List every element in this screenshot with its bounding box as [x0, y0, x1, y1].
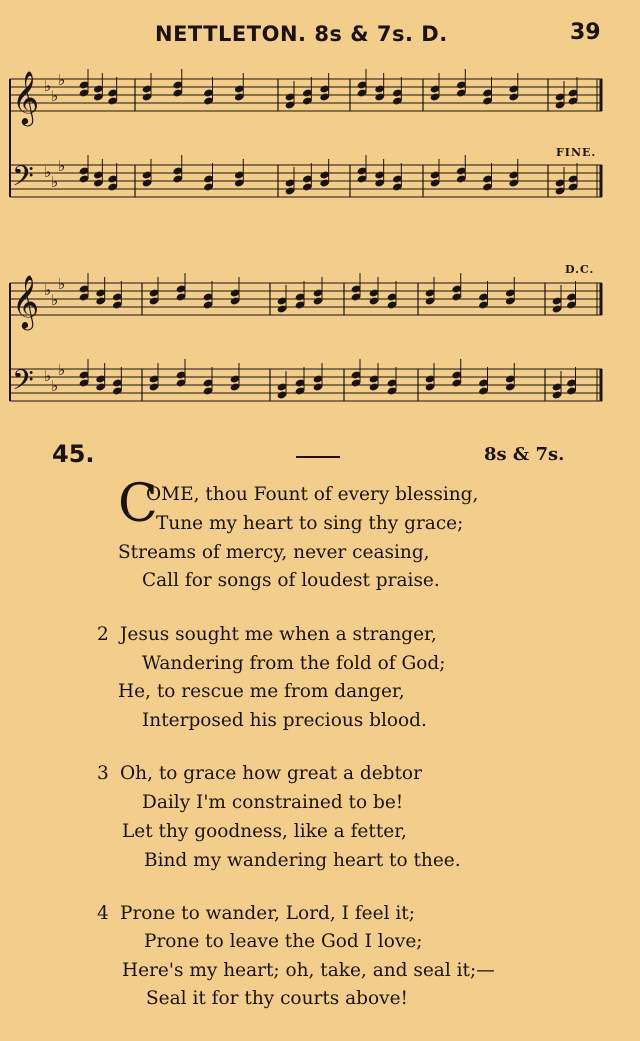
music-notation: [0, 0, 640, 430]
fine-mark: FINE.: [556, 146, 597, 159]
verse-3-line-2: Daily I'm constrained to be!: [142, 792, 404, 813]
verse-4-line-3: Here's my heart; oh, take, and seal it;—: [122, 960, 495, 981]
flat-sign: ♭: [51, 87, 59, 105]
flat-sign: ♭: [51, 291, 59, 309]
hymn-number: 45.: [52, 440, 95, 468]
flat-sign: ♭: [58, 157, 66, 175]
flat-sign: ♭: [44, 163, 52, 181]
hymn-meter: 8s & 7s.: [484, 444, 565, 465]
flat-sign: ♭: [51, 173, 59, 191]
verse-4-line-2: Prone to leave the God I love;: [144, 931, 423, 952]
drop-cap: C: [118, 474, 158, 534]
treble-clef: 𝄞: [12, 274, 40, 328]
flat-sign: ♭: [44, 77, 52, 95]
verse-3-line-4: Bind my wandering heart to thee.: [144, 850, 461, 871]
page-number: 39: [570, 20, 601, 45]
verse-1-line-4: Call for songs of loudest praise.: [142, 570, 440, 591]
verse-1-line-1: OME, thou Fount of every blessing,: [146, 484, 479, 505]
verse-4-number: 4: [97, 903, 109, 924]
verse-2-line-2: Wandering from the fold of God;: [142, 653, 446, 674]
verse-3-line-1: Oh, to grace how great a debtor: [120, 763, 422, 784]
flat-sign: ♭: [58, 71, 66, 89]
bass-clef: 𝄢: [12, 364, 34, 404]
verse-3-number: 3: [97, 763, 109, 784]
flat-sign: ♭: [44, 367, 52, 385]
verse-2-line-3: He, to rescue me from danger,: [118, 681, 405, 702]
dc-mark: D.C.: [565, 263, 595, 276]
flat-sign: ♭: [44, 281, 52, 299]
verse-4-line-4: Seal it for thy courts above!: [146, 988, 408, 1009]
verse-2-line-4: Interposed his precious blood.: [142, 710, 427, 731]
verse-4-line-1: Prone to wander, Lord, I feel it;: [120, 903, 415, 924]
flat-sign: ♭: [58, 361, 66, 379]
verse-2-number: 2: [97, 624, 109, 645]
bass-clef: 𝄢: [12, 160, 34, 200]
verse-2-line-1: Jesus sought me when a stranger,: [120, 624, 437, 645]
music-score: [0, 0, 640, 430]
hymn-divider: [296, 456, 340, 458]
verse-1-line-2: Tune my heart to sing thy grace;: [156, 513, 464, 534]
flat-sign: ♭: [51, 377, 59, 395]
flat-sign: ♭: [58, 275, 66, 293]
tune-title: NETTLETON. 8s & 7s. D.: [155, 22, 448, 46]
verse-3-line-3: Let thy goodness, like a fetter,: [122, 821, 407, 842]
verse-1-line-3: Streams of mercy, never ceasing,: [118, 542, 430, 563]
treble-clef: 𝄞: [12, 70, 40, 124]
